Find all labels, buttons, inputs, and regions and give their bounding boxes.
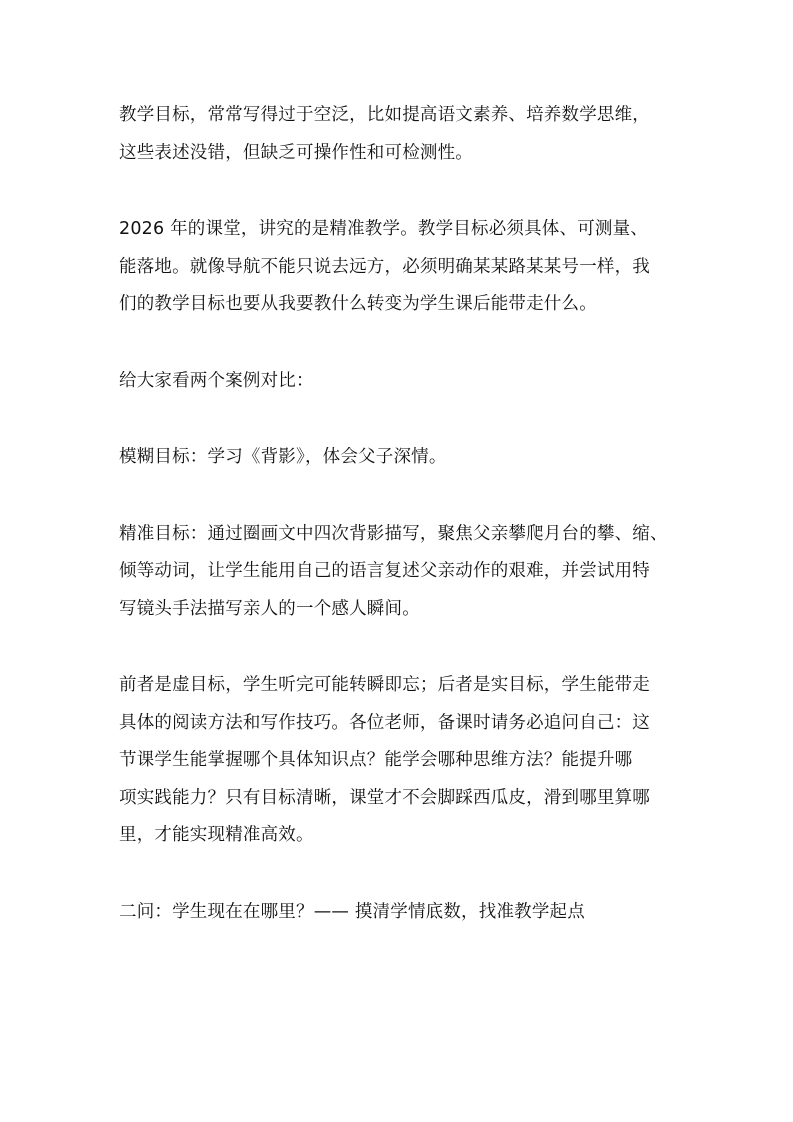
paragraph-comparison (119, 667, 679, 855)
text-line: 2026 年的课堂，讲究的是精准教学。教学目标必须具体、可测量、 (119, 219, 648, 239)
paragraph-case-intro (119, 363, 679, 401)
text-line: 二问：学生现在在哪里？—— 摸清学情底数，找准教学起点 (119, 901, 585, 922)
text-line: 模糊目标：学习《背影》，体会父子深情。 (119, 447, 447, 467)
text-line: 教学目标，常常写得过于空泛，比如提高语文素养、培养数学思维， (119, 105, 650, 125)
text-line: 写镜头手法描写亲人的一个感人瞬间。 (119, 598, 420, 619)
text-line: 里，才能实现精准高效。 (119, 825, 314, 845)
text-line: 们的教学目标也要从我要教什么转变为学生课后能带走什么。 (119, 294, 597, 314)
text-line: 能落地。就像导航不能只说去远方，必须明确某某路某某号一样，我 (119, 256, 650, 277)
text-line: 项实践能力？只有目标清晰，课堂才不会脚踩西瓜皮，滑到哪里算哪 (119, 787, 650, 808)
text-line: 节课学生能掌握哪个具体知识点？能学会哪种思维方法？能提升哪 (119, 750, 633, 770)
document-body (119, 97, 679, 931)
section-heading-second-question (119, 894, 679, 932)
text-line: 前者是虚目标，学生听完可能转瞬即忘；后者是实目标，学生能带走 (119, 675, 650, 695)
text-line: 具体的阅读方法和写作技巧。各位老师，备课时请务必追问自己：这 (119, 712, 650, 733)
text-line: 给大家看两个案例对比： (119, 370, 314, 391)
paragraph-vague-example (119, 439, 679, 477)
paragraph-precise-example (119, 516, 679, 629)
paragraph-precision-teaching (119, 211, 679, 324)
text-line: 倾等动词，让学生能用自己的语言复述父亲动作的艰难，并尝试用特 (119, 561, 650, 581)
paragraph-vague-goals (119, 97, 679, 172)
text-line: 这些表述没错，但缺乏可操作性和可检测性。 (119, 142, 473, 163)
text-line: 精准目标：通过圈画文中四次背影描写，聚焦父亲攀爬月台的攀、缩、 (119, 523, 668, 544)
